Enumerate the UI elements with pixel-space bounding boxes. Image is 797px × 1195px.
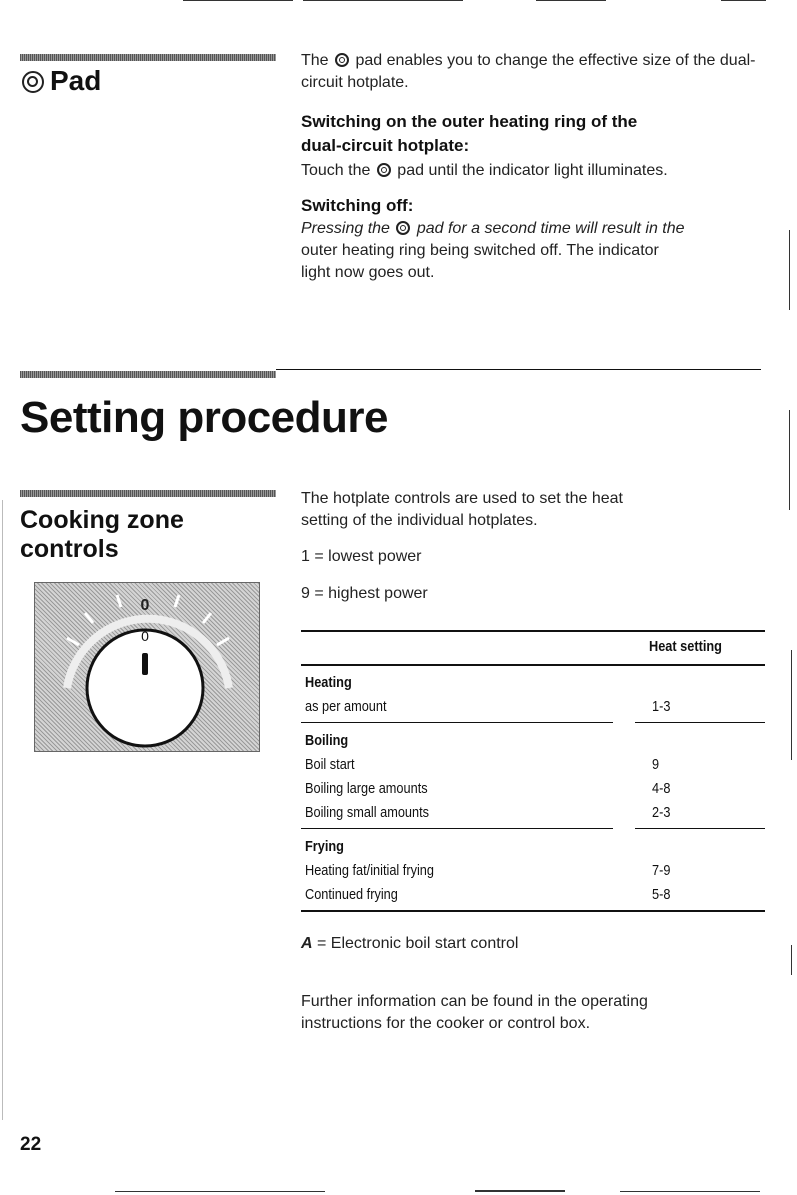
switching-off-mid: pad for a second time will result in the <box>416 220 685 237</box>
group-rule <box>301 828 613 829</box>
scan-line-top <box>721 0 766 1</box>
scan-line-top <box>183 0 293 1</box>
row-value: 5-8 <box>652 886 671 903</box>
cooking-intro <box>301 488 771 532</box>
scan-line-bottom <box>620 1191 760 1192</box>
table-row <box>305 780 449 800</box>
table-top-rule <box>301 630 765 632</box>
switching-off-line2: outer heating ring being switched off. The indicator <box>301 242 659 259</box>
switching-on-heading <box>301 110 771 158</box>
group-title-boiling <box>305 732 356 752</box>
table-bottom-rule <box>301 910 765 912</box>
procedure-bar <box>20 371 276 378</box>
row-label: as per amount <box>305 698 387 715</box>
scan-line-bottom <box>475 1190 565 1192</box>
table-row <box>305 886 414 906</box>
heat-setting-header: Heat setting <box>649 638 722 655</box>
row-value: 9 <box>652 756 660 773</box>
switching-off-heading: Switching off: <box>301 196 414 215</box>
pad-intro-post: pad enables you to change the effective size of the dual-circuit hotplate. <box>301 52 756 91</box>
table-row-value <box>652 756 660 776</box>
scan-line-top <box>303 0 463 1</box>
row-value: 2-3 <box>652 804 671 821</box>
switching-off-text <box>301 218 771 284</box>
heat-setting-table <box>301 630 765 912</box>
cooking-zone-bar <box>20 490 276 497</box>
procedure-rule <box>276 369 761 370</box>
row-label: Continued frying <box>305 886 398 903</box>
table-row-value <box>652 862 674 882</box>
dual-circuit-icon <box>377 163 391 177</box>
knob-label-off: 0 <box>141 628 149 644</box>
table-row <box>305 804 451 824</box>
scan-line-left <box>2 500 3 1120</box>
switching-off-pre: Pressing the <box>301 220 390 237</box>
switching-on-pre: Touch the <box>301 162 371 179</box>
switching-on-post: pad until the indicator light illuminates. <box>397 162 668 179</box>
row-label: Boiling small amounts <box>305 804 430 821</box>
group-rule <box>301 722 613 723</box>
row-value: 4-8 <box>652 780 671 797</box>
lowest-power-note: 1 = lowest power <box>301 548 422 565</box>
switching-on-text <box>301 160 771 182</box>
table-row-value <box>652 698 674 718</box>
pad-section-bar <box>20 54 276 61</box>
row-value: 1-3 <box>652 698 671 715</box>
dual-circuit-icon <box>22 71 44 93</box>
group-title-text: Boiling <box>305 732 349 749</box>
group-title-heating <box>305 674 360 694</box>
group-title-text: Heating <box>305 674 352 691</box>
table-row <box>305 756 363 776</box>
highest-power-note: 9 = highest power <box>301 585 428 602</box>
table-header-rule <box>301 664 765 666</box>
cooking-zone-heading-line2: controls <box>20 535 119 563</box>
switching-on-heading-line1: Switching on the outer heating ring of the <box>301 112 638 131</box>
scan-line-right <box>789 410 790 510</box>
table-header <box>649 638 735 658</box>
group-title-text: Frying <box>305 838 344 855</box>
cooking-zone-heading-line1: Cooking zone <box>20 506 184 534</box>
table-row-value <box>652 886 674 906</box>
switching-off-line3: light now goes out. <box>301 264 435 281</box>
row-label: Boiling large amounts <box>305 780 428 797</box>
further-info-line1: Further information can be found in the operating <box>301 993 648 1010</box>
table-row-value <box>652 780 674 800</box>
control-knob-illustration <box>34 582 260 752</box>
pad-intro-pre: The <box>301 52 329 69</box>
cooking-intro-line1: The hotplate controls are used to set the heat <box>301 490 623 507</box>
table-row <box>305 862 457 882</box>
table-row <box>305 698 401 718</box>
page-number: 22 <box>20 1134 42 1155</box>
group-rule <box>635 828 765 829</box>
dual-circuit-icon <box>335 53 349 67</box>
scan-line-top <box>536 0 606 1</box>
pad-heading <box>20 64 101 98</box>
further-information <box>301 991 771 1035</box>
table-row-value <box>652 804 674 824</box>
procedure-title: Setting procedure <box>20 393 388 442</box>
further-info-line2: instructions for the cooker or control box. <box>301 1015 591 1032</box>
electronic-boil-text: = Electronic boil start control <box>317 935 519 952</box>
control-knob-graphic <box>35 583 260 752</box>
electronic-boil-note <box>301 933 518 955</box>
cooking-intro-line2: setting of the individual hotplates. <box>301 512 538 529</box>
pad-heading-text: Pad <box>50 65 102 96</box>
scan-line-right <box>789 230 790 310</box>
row-value: 7-9 <box>652 862 671 879</box>
knob-label-top: 0 <box>140 597 150 614</box>
group-title-frying <box>305 838 351 858</box>
switching-on-heading-line2: dual-circuit hotplate: <box>301 136 470 155</box>
scan-line-right <box>791 945 792 975</box>
cooking-zone-heading <box>20 506 184 564</box>
group-rule <box>635 722 765 723</box>
row-label: Heating fat/initial frying <box>305 862 434 879</box>
row-label: Boil start <box>305 756 355 773</box>
scan-line-bottom <box>115 1191 325 1192</box>
scan-line-right <box>791 650 792 760</box>
dual-circuit-icon <box>396 221 410 235</box>
electronic-boil-symbol: A <box>301 935 313 952</box>
pad-intro <box>301 50 771 94</box>
